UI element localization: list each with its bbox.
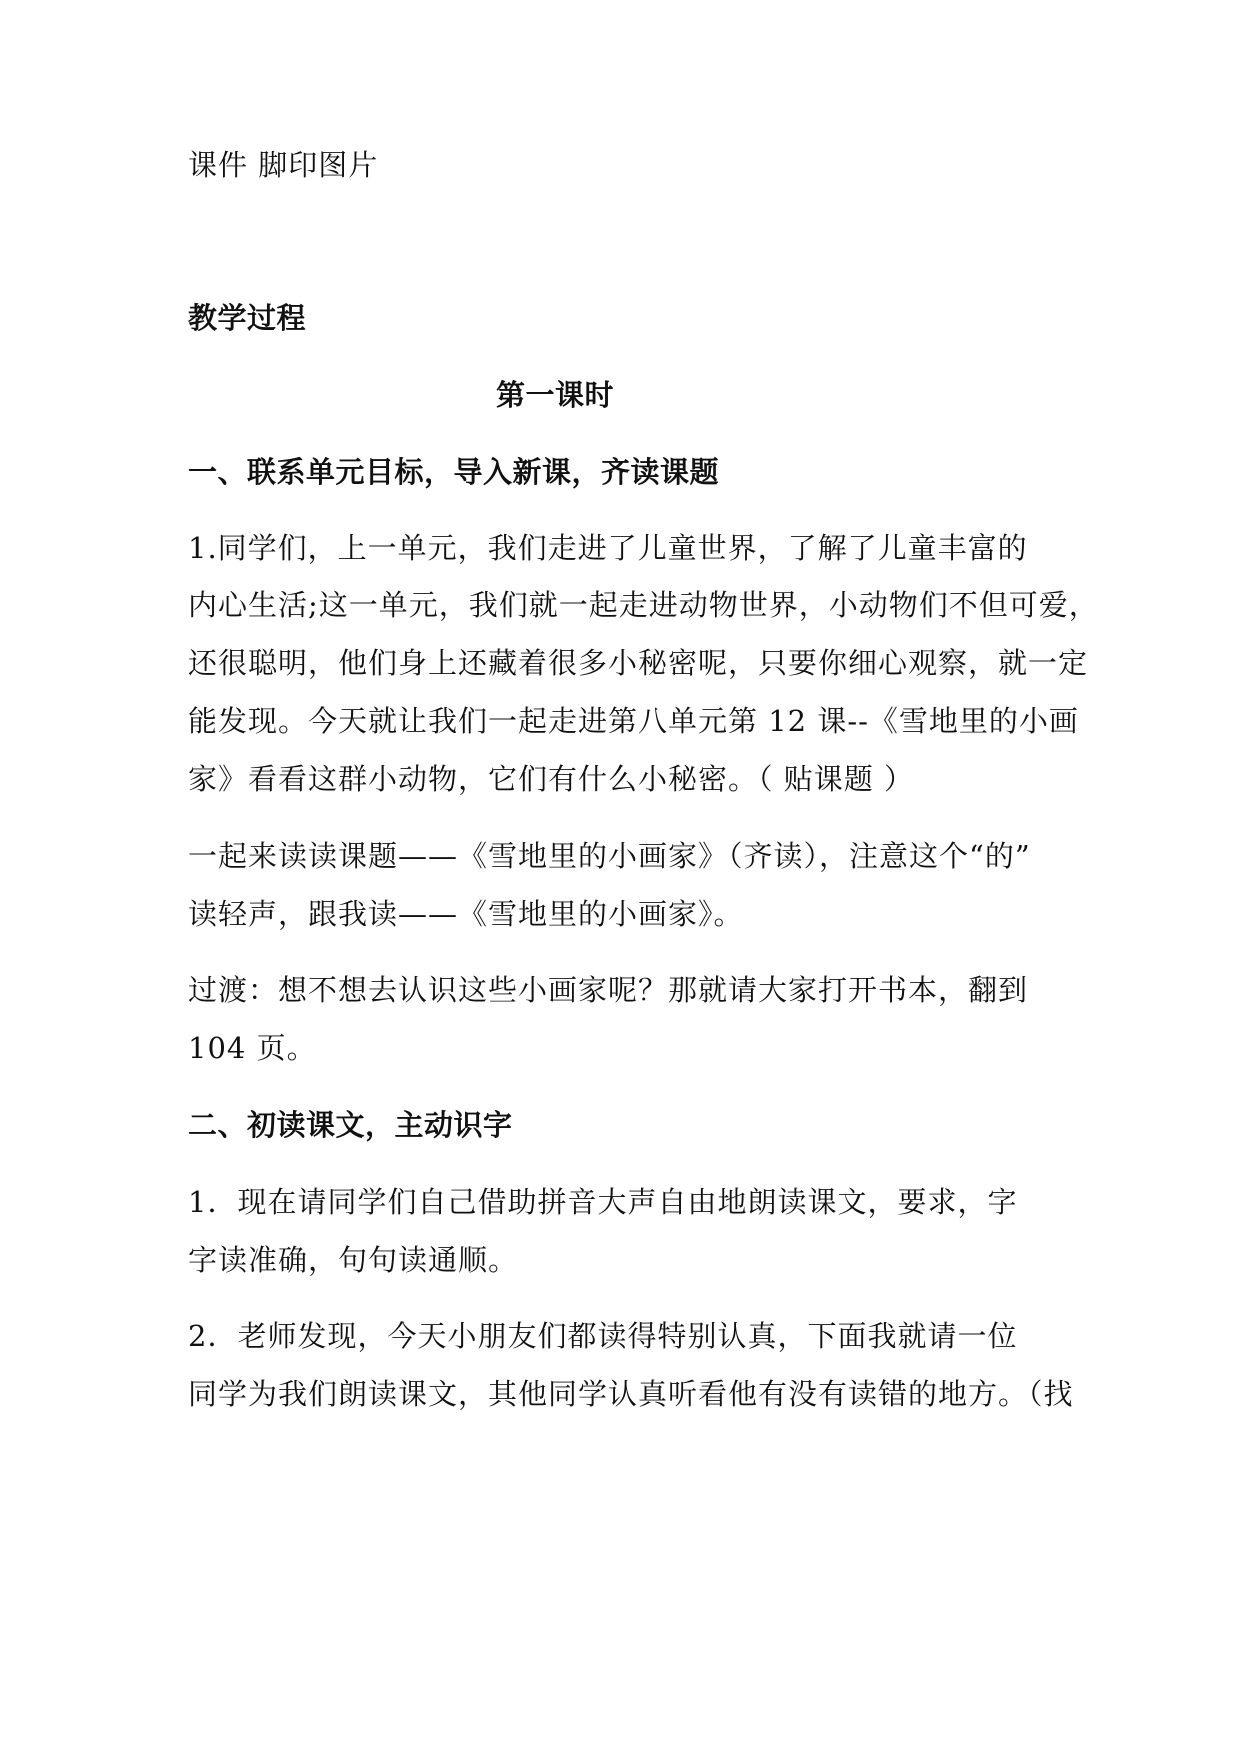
paragraph-line: 1.同学们，上一单元，我们走进了儿童世界，了解了儿童丰富的	[188, 531, 1028, 565]
paragraph-line: 104 页。	[188, 1031, 317, 1065]
step-heading-2: 二、初读课文，主动识字	[188, 1108, 513, 1142]
paragraph-line: 能发现。今天就让我们一起走进第八单元第 12 课--《雪地里的小画	[188, 704, 1079, 738]
paragraph-line: 字读准确，句句读通顺。	[188, 1243, 519, 1277]
paragraph-line: 一起来读读课题——《雪地里的小画家》（齐读），注意这个“的”	[188, 839, 1031, 873]
paragraph-line: 家》看看这群小动物，它们有什么小秘密。（ 贴课题 ）	[188, 762, 914, 796]
paragraph-line: 读轻声，跟我读——《雪地里的小画家》。	[188, 897, 744, 931]
paragraph-line: 2．老师发现，今天小朋友们都读得特别认真，下面我就请一位	[188, 1319, 1018, 1353]
section-heading-teaching-process: 教学过程	[188, 301, 307, 335]
lesson-period-title: 第一课时	[495, 378, 614, 412]
paragraph-line: 1．现在请同学们自己借助拼音大声自由地朗读课文，要求，字	[188, 1185, 1018, 1219]
paragraph-line: 内心生活;这一单元，我们就一起走进动物世界，小动物们不但可爱，	[188, 588, 1099, 622]
materials-line: 课件 脚印图片	[188, 148, 379, 182]
step-heading-1: 一、联系单元目标，导入新课，齐读课题	[188, 455, 720, 489]
paragraph-line: 过渡：想不想去认识这些小画家呢？那就请大家打开书本，翻到	[188, 973, 1029, 1007]
paragraph-line: 还很聪明，他们身上还藏着很多小秘密呢，只要你细心观察，就一定	[188, 646, 1089, 680]
paragraph-line: 同学为我们朗读课文，其他同学认真听看他有没有读错的地方。（找	[188, 1377, 1074, 1411]
